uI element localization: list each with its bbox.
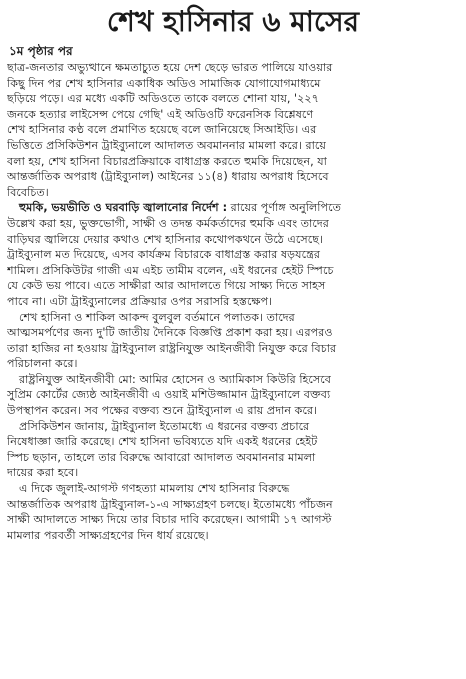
headline: শেখ হাসিনার ৬ মাসের: [106, 5, 360, 38]
text-line: [7, 200, 459, 216]
text-line: উপস্থাপন করেন। সব পক্ষের বক্তব্য শুনে ট্রাইব্যুনাল এ রায় প্রদান করে।: [7, 404, 318, 418]
text-line: প্রসিকিউশন জানায়, ট্রাইব্যুনাল ইতোমধ্যে এ ধরনের বক্তব্য প্রচারে: [19, 419, 310, 433]
text-line: উল্লেখ করা হয়, ভুক্তভোগী, সাক্ষী ও তদন্ত কর্মকর্তাদের হুমকি এবং তাদের: [7, 216, 329, 230]
text-line: শেখ হাসিনার কণ্ঠ বলে প্রমাণিত হয়েছে বলে জানিয়েছে সিআইডি। এর: [7, 123, 317, 137]
paragraph-2: [7, 200, 459, 309]
text-line: আন্তর্জাতিক অপরাধ ট্রাইব্যুনাল-১-এ সাক্ষ্যগ্রহণ চলছে। ইতোমধ্যে পাঁচজন: [7, 497, 333, 511]
paragraph-3: [7, 310, 459, 372]
text-line: আন্তর্জাতিক অপরাধ (ট্রাইব্যুনাল) আইনের ১১(৪) ধারায় অপরাধ হিসেবে: [7, 170, 329, 184]
paragraph-1: [7, 60, 459, 200]
text-line: জনকে হত্যার লাইসেন্স পেয়ে গেছি' এই অডিওটি ফরেনসিক বিশ্লেষণে: [7, 107, 314, 121]
subheading: হুমকি, ভয়ভীতি ও ঘরবাড়ি জ্বালানোর নির্দেশ :: [19, 201, 228, 215]
text-line: শামিল। প্রসিকিউটর গাজী এম এইচ তামীম বলেন, এই ধরনের হেইট স্পিচে: [7, 263, 334, 277]
text-line: ছাত্র-জনতার অভ্যুত্থানে ক্ষমতাচ্যুত হয়ে দেশ ছেড়ে ভারত পালিয়ে যাওয়ার: [7, 61, 333, 74]
text-line: পরিচালনা করে।: [7, 357, 78, 371]
text-line: নিষেধাজ্ঞা জারি করেছে। শেখ হাসিনা ভবিষ্যতে যদি একই ধরনের হেইট: [7, 435, 318, 449]
text-line: ভিত্তিতে প্রসিকিউশন ট্রাইব্যুনালে আদালত অবমাননার মামলা করে। রায়ে: [7, 138, 326, 152]
subheading-rest: রায়ের পূর্ণাঙ্গ অনুলিপিতে: [227, 201, 341, 215]
text-line: সুপ্রিম কোর্টের জ্যেষ্ঠ আইনজীবী এ ওয়াই মশিউজ্জামান ট্রাইব্যুনালে বক্তব্য: [7, 388, 331, 402]
text-line: আত্মসমর্পণের জন্য দু'টি জাতীয় দৈনিকে বিজ্ঞপ্তি প্রকাশ করা হয়। এরপরও: [7, 326, 333, 340]
text-line: দায়ের করা হবে।: [7, 466, 79, 480]
text-line: পাবে না। এটা ট্রাইব্যুনালের প্রক্রিয়ার ওপর সরাসরি হস্তক্ষেপ।: [7, 294, 273, 308]
article-body: [7, 60, 459, 543]
text-line: স্পিচ ছড়ান, তাহলে তার বিরুদ্ধে আবারো আদালত অবমাননার মামলা: [7, 450, 316, 464]
text-line: বাড়িঘর জ্বালিয়ে দেয়ার কথাও শেখ হাসিনার কথোপকথনে উঠে এসেছে।: [7, 232, 324, 246]
continued-from-label: ১ম পৃষ্ঠার পর: [9, 44, 73, 58]
text-line: এ দিকে জুলাই-আগস্ট গণহত্যা মামলায় শেখ হাসিনার বিরুদ্ধে: [19, 482, 290, 496]
text-line: মামলার পরবর্তী সাক্ষ্যগ্রহণের দিন ধার্য রয়েছে।: [7, 528, 209, 542]
text-line: রাষ্ট্রনিযুক্ত আইনজীবী মো: আমির হোসেন ও অ্যামিকাস কিউরি হিসেবে: [19, 372, 332, 386]
text-line: শেখ হাসিনা ও শাকিল আকন্দ বুলবুল বর্তমানে পলাতক। তাদের: [19, 310, 295, 324]
paragraph-5: [7, 419, 459, 481]
text-line: যে কেউ ভয় পাবে। এতে সাক্ষীরা আর আদালতে গিয়ে সাক্ষ্য দিতে সাহস: [7, 279, 326, 293]
text-line: বিবেচিত।: [7, 185, 49, 199]
text-line: বলা হয়, শেখ হাসিনা বিচারপ্রক্রিয়াকে বাধাগ্রস্ত করতে হুমকি দিয়েছেন, যা: [7, 154, 327, 168]
text-line: তারা হাজির না হওয়ায় ট্রাইব্যুনাল রাষ্ট্রনিযুক্ত আইনজীবী নিযুক্ত করে বিচার: [7, 341, 337, 355]
text-line: কিছু দিন পর শেখ হাসিনার একাধিক অডিও সামাজিক যোগাযোগমাধ্যমে: [7, 76, 321, 90]
text-line: ছড়িয়ে পড়ে। এর মধ্যে একটি অডিওতে তাকে বলতে শোনা যায়, '২২৭: [7, 92, 319, 106]
paragraph-4: [7, 372, 459, 419]
text-line: ট্রাইব্যুনাল মত দিয়েছে, এসব কার্যক্রম বিচারকে বাধাগ্রস্ত করার ষড়যন্ত্রের: [7, 248, 320, 262]
text-line: সাক্ষী আদালতে সাক্ষ্য দিয়ে তার বিচার দাবি করেছেন। আগামী ১৭ আগস্ট: [7, 513, 332, 527]
paragraph-6: [7, 481, 459, 543]
